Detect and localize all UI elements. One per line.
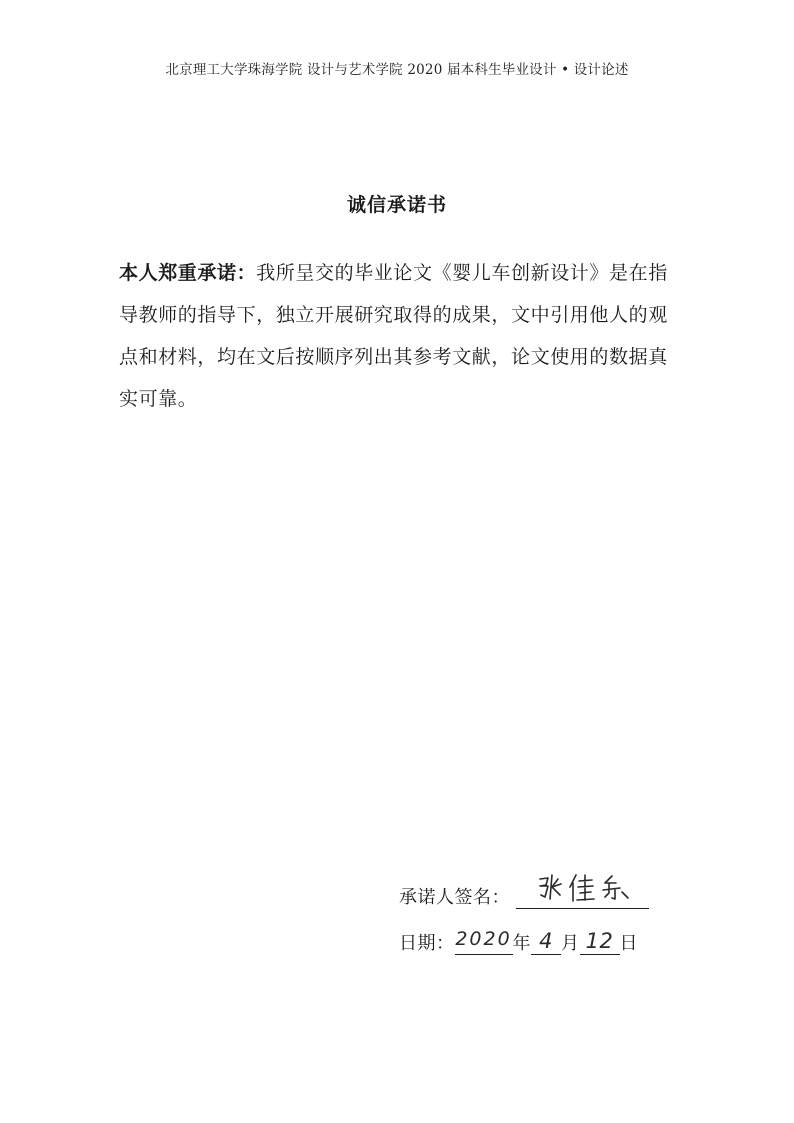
handwritten-month: 4	[539, 929, 553, 953]
day-unit: 日	[619, 933, 638, 954]
year-line	[455, 928, 513, 955]
pledge-paragraph	[119, 252, 679, 420]
pledge-body	[119, 252, 679, 420]
pledge-lead: 本人郑重承诺：	[119, 262, 257, 284]
handwritten-signature	[536, 871, 636, 905]
date-row	[399, 928, 638, 955]
month-unit: 月	[561, 933, 580, 954]
signature-row	[399, 882, 649, 909]
handwritten-year: 2020	[455, 928, 512, 950]
year-unit: 年	[512, 933, 531, 954]
day-line	[580, 928, 620, 955]
signature-label: 承诺人签名：	[399, 887, 510, 908]
handwritten-day: 12	[585, 929, 614, 953]
document-title: 诚信承诺书	[346, 194, 447, 216]
month-line	[531, 928, 561, 955]
date-label: 日期：	[399, 933, 455, 954]
signature-line	[516, 882, 649, 909]
pledge-text: 我所呈交的毕业论文《婴儿车创新设计》是在指导教师的指导下，独立开展研究取得的成果，文中引用他人的观点和材料，均在文后按顺序列出其参考文献，论文使用的数据真实可靠。	[119, 262, 668, 410]
page-header: 北京理工大学珠海学院 设计与艺术学院 2020 届本科生毕业设计 • 设计论述	[165, 62, 629, 78]
